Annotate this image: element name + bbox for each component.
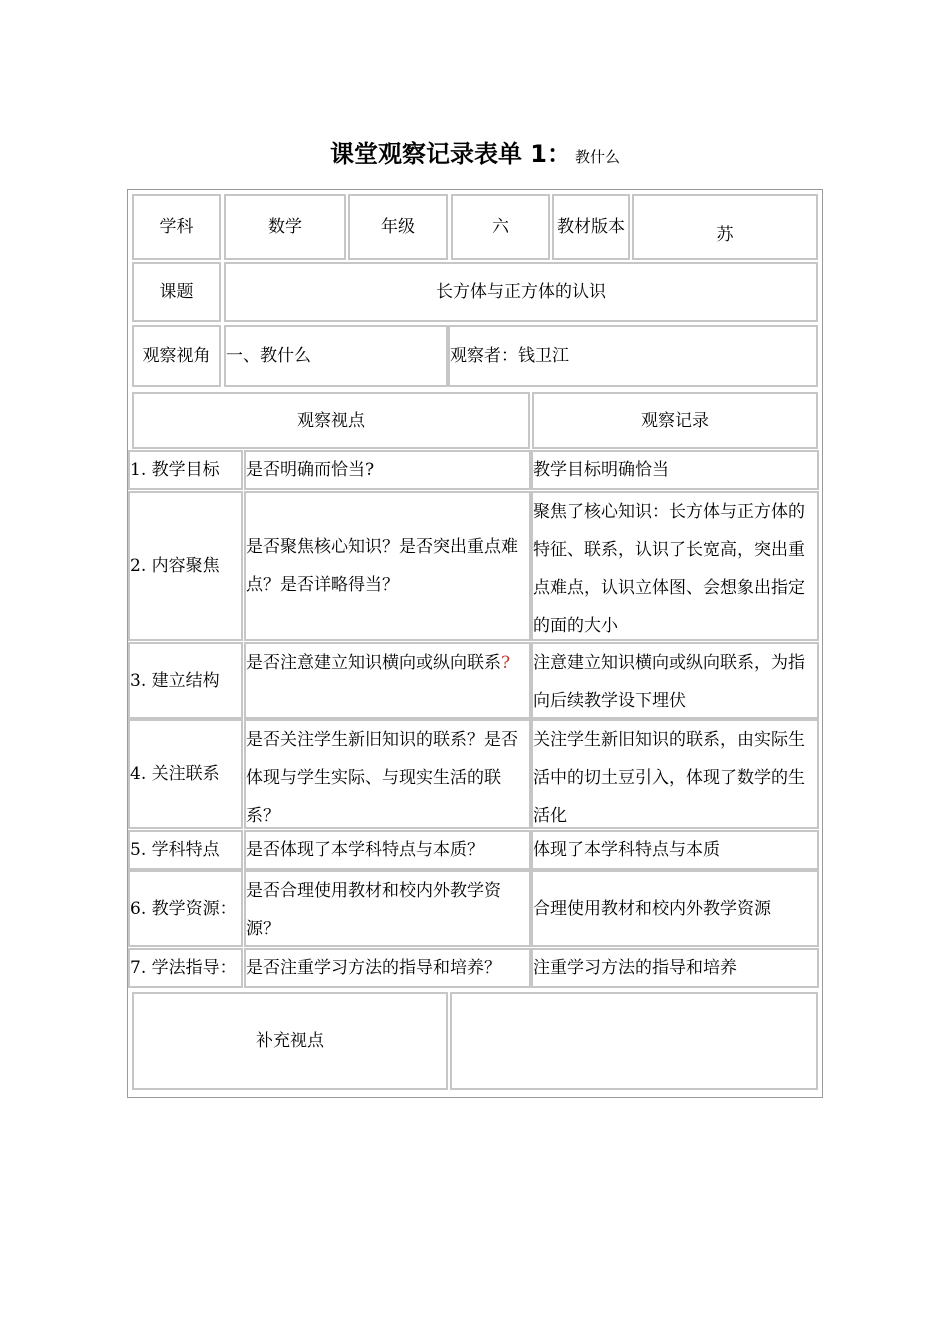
perspective-value: 一、教什么 [224,325,448,387]
row-record: 合理使用教材和校内外教学资源 [531,870,819,947]
row-question: 是否体现了本学科特点与本质？ [244,830,531,870]
row-question: 是否合理使用教材和校内外教学资源？ [244,870,531,947]
row-record: 体现了本学科特点与本质 [531,830,819,870]
edition-label: 教材版本 [552,194,630,260]
row-record: 聚焦了核心知识：长方体与正方体的特征、联系，认识了长宽高，突出重点难点，认识立体图、会想象出指定的面的大小 [531,491,819,641]
row-item: 6. 教学资源： [128,870,243,947]
row-item: 1. 教学目标 [128,450,243,490]
row-record: 注重学习方法的指导和培养 [531,948,819,988]
form-title: 课堂观察记录表单 1： [329,140,572,168]
topic-value: 长方体与正方体的认识 [224,262,818,322]
col-header-record: 观察记录 [532,392,818,449]
col-header-point: 观察视点 [132,392,530,449]
grade-label: 年级 [348,194,448,260]
observer-name: 观察者：钱卫江 [448,325,818,387]
row-item: 2. 内容聚焦 [128,491,243,641]
row-question-mark: ? [501,653,511,673]
row-question: 是否注重学习方法的指导和培养？ [244,948,531,988]
row-question: 是否关注学生新旧知识的联系？是否体现与学生实际、与现实生活的联系？ [244,719,531,829]
topic-label: 课题 [132,262,221,322]
row-question-text: 是否注意建立知识横向或纵向联系 [246,653,501,673]
row-question [244,642,531,719]
page-title [0,134,950,169]
subject-value: 数学 [224,194,346,260]
subject-label: 学科 [132,194,221,260]
supplement-value[interactable] [450,992,818,1090]
row-question: 是否明确而恰当? [244,450,531,490]
row-item: 3. 建立结构 [128,642,243,719]
form-subtitle: 教什么 [575,148,621,166]
edition-value: 苏 [632,194,818,260]
row-record: 注意建立知识横向或纵向联系，为指向后续教学设下埋伏 [531,642,819,719]
grade-value: 六 [451,194,550,260]
row-question: 是否聚焦核心知识？是否突出重点难点？是否详略得当？ [244,491,531,641]
row-item: 4. 关注联系 [128,719,243,829]
supplement-label: 补充视点 [132,992,448,1090]
row-item: 7. 学法指导： [128,948,243,988]
row-item: 5. 学科特点 [128,830,243,870]
row-record: 关注学生新旧知识的联系，由实际生活中的切土豆引入，体现了数学的生活化 [531,719,819,829]
perspective-label: 观察视角 [132,325,221,387]
row-record: 教学目标明确恰当 [531,450,819,490]
